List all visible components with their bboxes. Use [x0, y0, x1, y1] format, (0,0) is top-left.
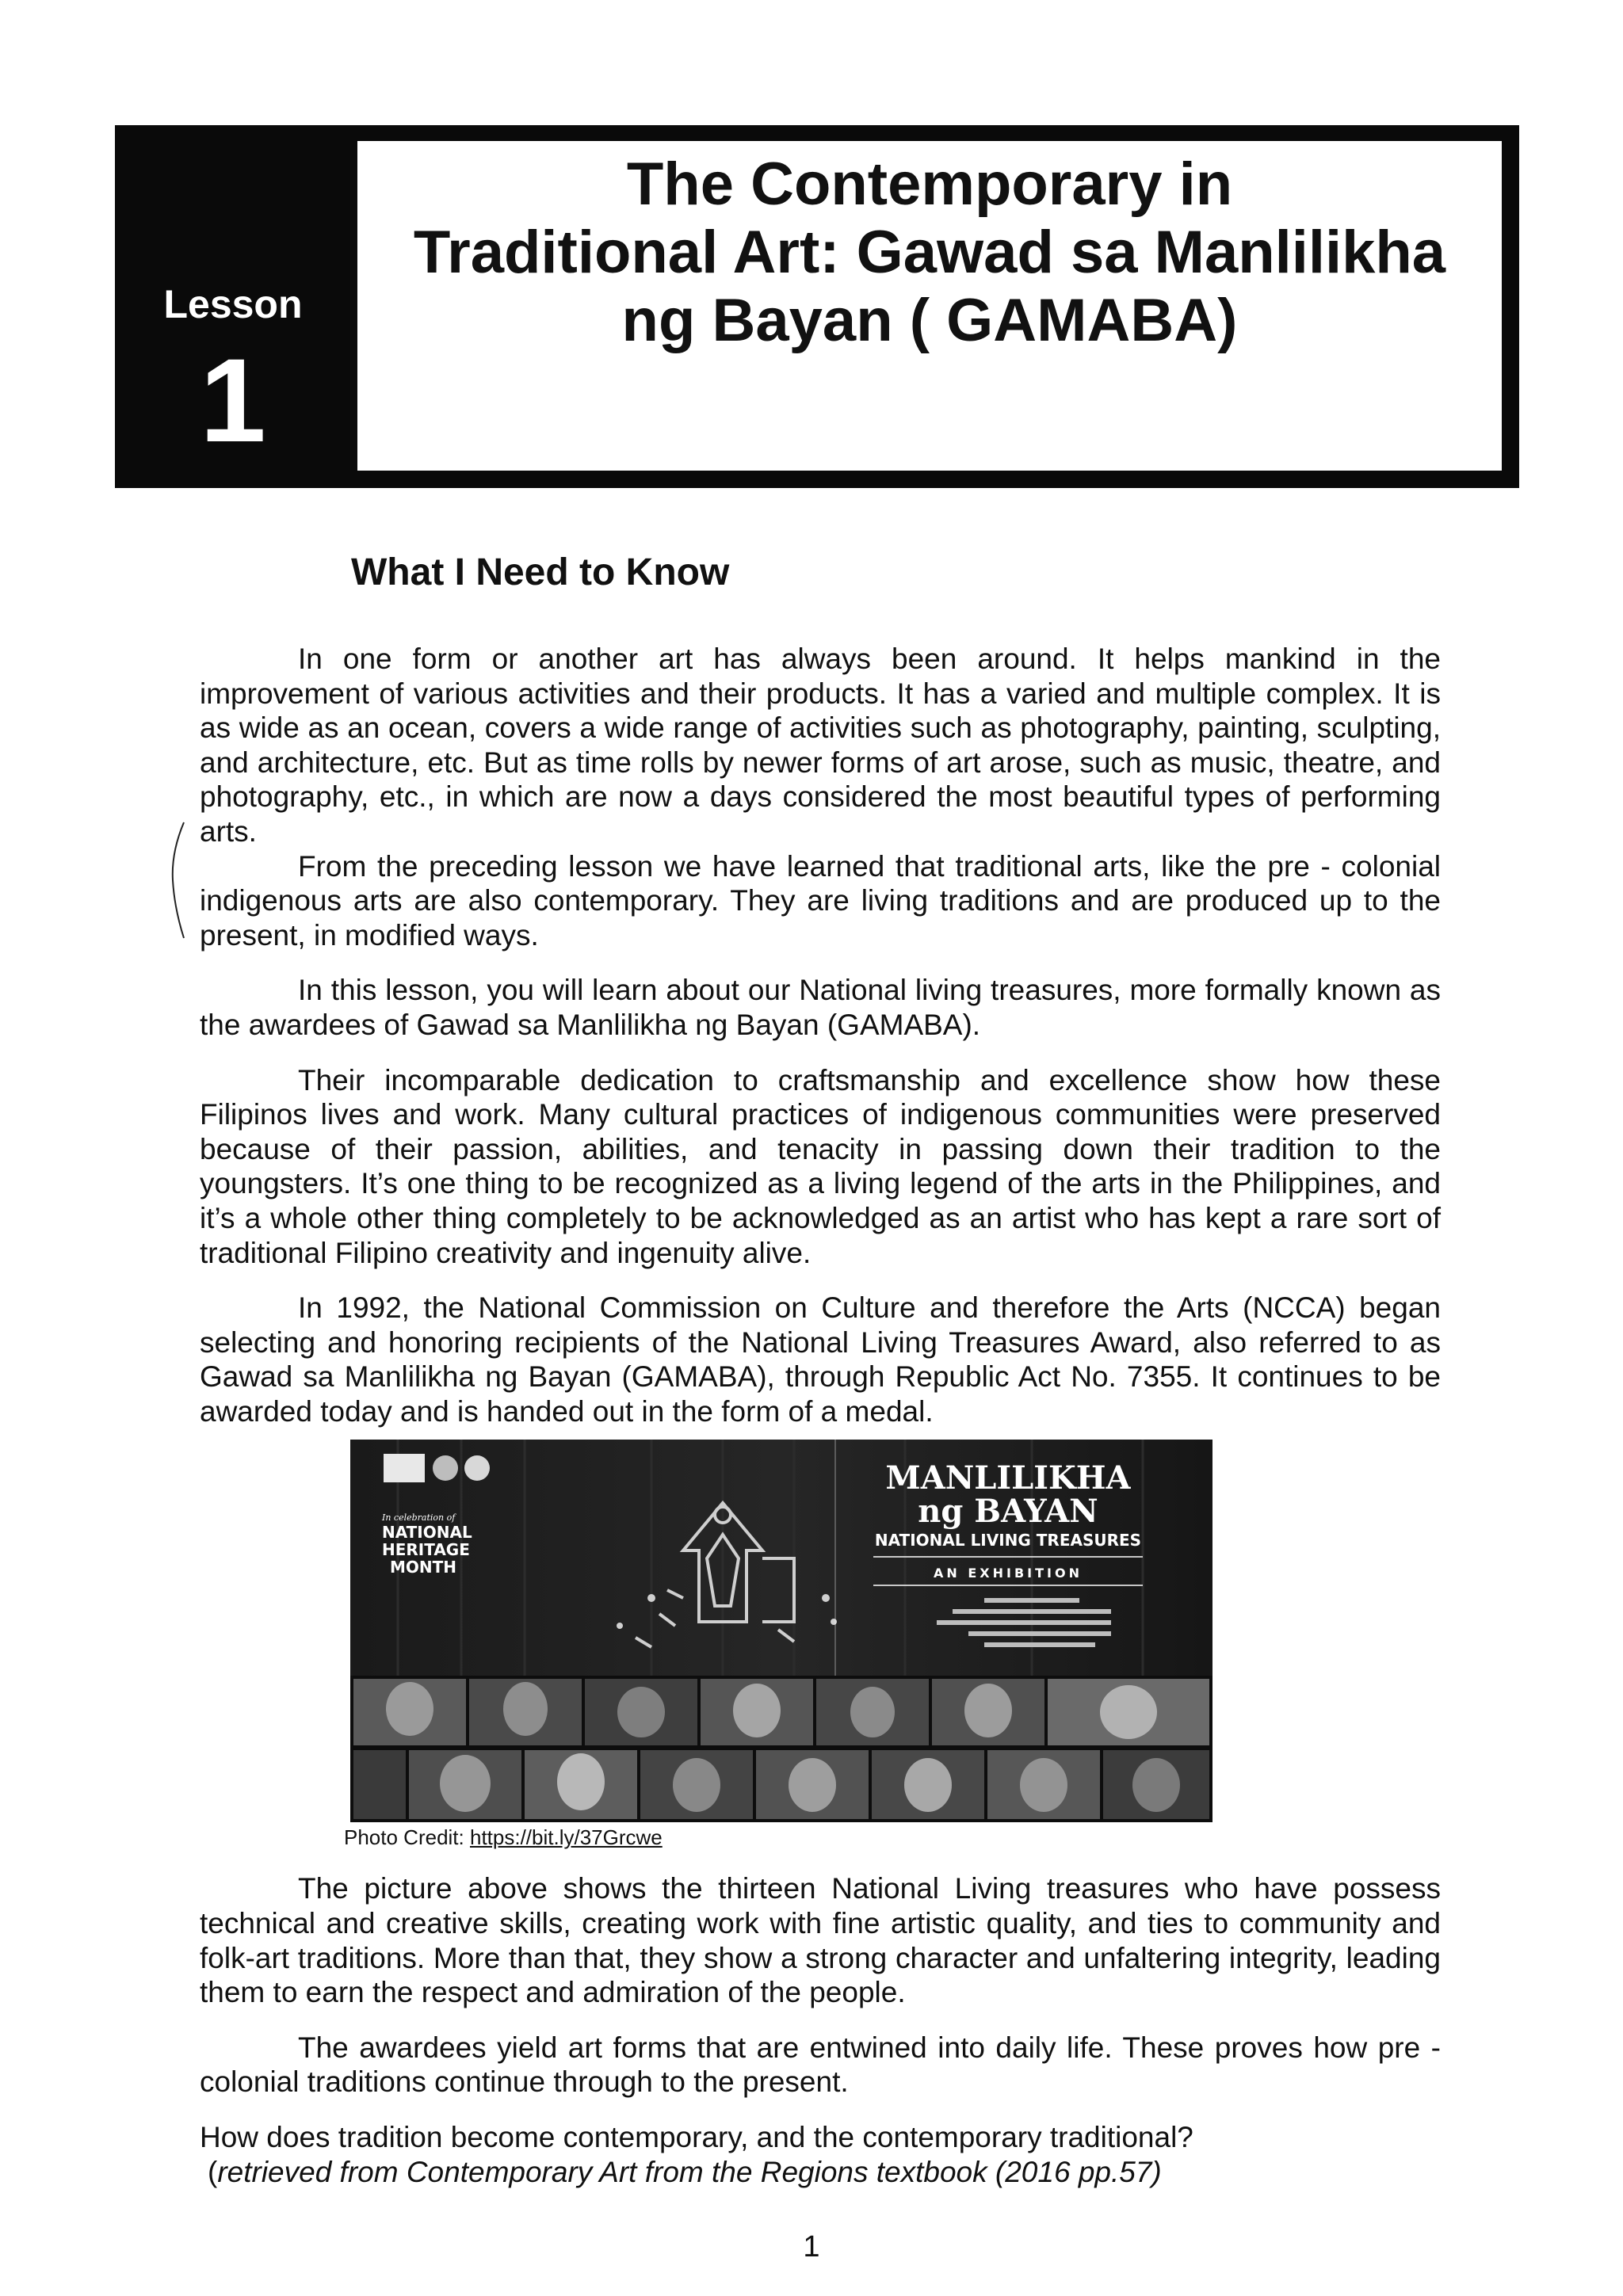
- body-paragraph: The awardees yield art forms that are entwined into daily life. These proves how pre - colonial traditions continue through to the present.: [200, 2031, 1441, 2099]
- lesson-body: [200, 642, 1441, 2189]
- poster-celebration-line: MONTH: [390, 1558, 457, 1577]
- poster-exhibition: AN EXHIBITION: [934, 1566, 1083, 1581]
- lesson-label: Lesson: [163, 282, 303, 326]
- margin-bracket-mark: [170, 821, 185, 940]
- poster-title: ng BAYAN: [918, 1493, 1098, 1531]
- poster-celebration-line: NATIONAL: [382, 1523, 472, 1543]
- photo-credit-link[interactable]: https://bit.ly/37Grcwe: [469, 1825, 663, 1850]
- citation: [208, 2155, 1441, 2190]
- lesson-title-line: Traditional Art: Gawad sa Manlilikha: [413, 219, 1446, 286]
- section-heading: What I Need to Know: [351, 551, 730, 593]
- body-paragraph: From the preceding lesson we have learned that traditional arts, like the pre - colonial indigenous arts are also contemporary. They are living traditions and are produced up to the present, in modified ways.: [200, 849, 1441, 952]
- lesson-title-line: ng Bayan ( GAMABA): [621, 287, 1238, 354]
- lesson-number: 1: [200, 334, 266, 467]
- body-paragraph: In 1992, the National Commission on Culture and therefore the Arts (NCCA) began selecting and honoring recipients of the National Living Treasures Award, also referred to as Gawad sa Manlilikha ng Bayan (GAMABA), through Republic Act No. 7355. It continues to be awarded today and is handed out in the form of a medal.: [200, 1291, 1441, 1428]
- ncca-logo: [384, 1454, 425, 1482]
- guide-question: How does tradition become contemporary, and the contemporary traditional?: [200, 2121, 1193, 2154]
- poster-artwork: [350, 1440, 1212, 1822]
- body-paragraph: The picture above shows the thirteen National Living treasures who have possess technical and creative skills, creating work with fine artistic quality, and ties to community and folk-art traditions. More than that, they show a strong character and unfaltering integrity, leading them to earn the respect and admiration of the people.: [200, 1872, 1441, 2009]
- poster-celebration-line: HERITAGE: [382, 1540, 470, 1560]
- body-paragraph: Their incomparable dedication to craftsmanship and excellence show how these Filipinos lives and work. Many cultural practices of indigenous communities were preserved because of their passion, abilities, and tenacity in passing down their tradition to the youngsters. It’s one thing to be recognized as a living legend of the arts in the Philippines, and it’s a whole other thing completely to be acknowledged as an artist who has kept a rare sort of traditional Filipino creativity and ingenuity alive.: [200, 1063, 1441, 1269]
- photo-credit-label: Photo Credit:: [344, 1825, 470, 1850]
- awardee-portraits: [350, 1676, 1212, 1822]
- partner-logo: [464, 1455, 490, 1481]
- body-paragraph: In this lesson, you will learn about our National living treasures, more formally known as the awardees of Gawad sa Manlilikha ng Bayan (GAMABA).: [200, 974, 1441, 1041]
- museum-logo: [433, 1455, 458, 1481]
- citation-text: retrieved from Contemporary Art from the Regions textbook (2016 pp.57): [217, 2155, 1162, 2188]
- body-paragraph: In one form or another art has always been around. It helps mankind in the improvement of various activities and their products. It has a varied and multiple complex. It is as wide as an ocean, covers a wide range of activities such as photography, painting, sculpting, and architecture, etc. But as time rolls by newer forms of art arose, such as music, theatre, and photography, etc., in which are now a days considered the most beautiful types of performing arts.: [200, 643, 1441, 848]
- citation-open: (: [208, 2155, 218, 2188]
- poster-celebration-line: In celebration of: [382, 1512, 456, 1524]
- poster-title: MANLILIKHA: [885, 1459, 1131, 1497]
- lesson-title-line: The Contemporary in: [626, 151, 1233, 218]
- gamaba-exhibition-poster: [350, 1440, 1212, 1822]
- lesson-title-box: [351, 135, 1508, 477]
- poster-subtitle: NATIONAL LIVING TREASURES: [874, 1531, 1142, 1550]
- photo-credit: [344, 1824, 1441, 1851]
- page-number: 1: [803, 2230, 820, 2264]
